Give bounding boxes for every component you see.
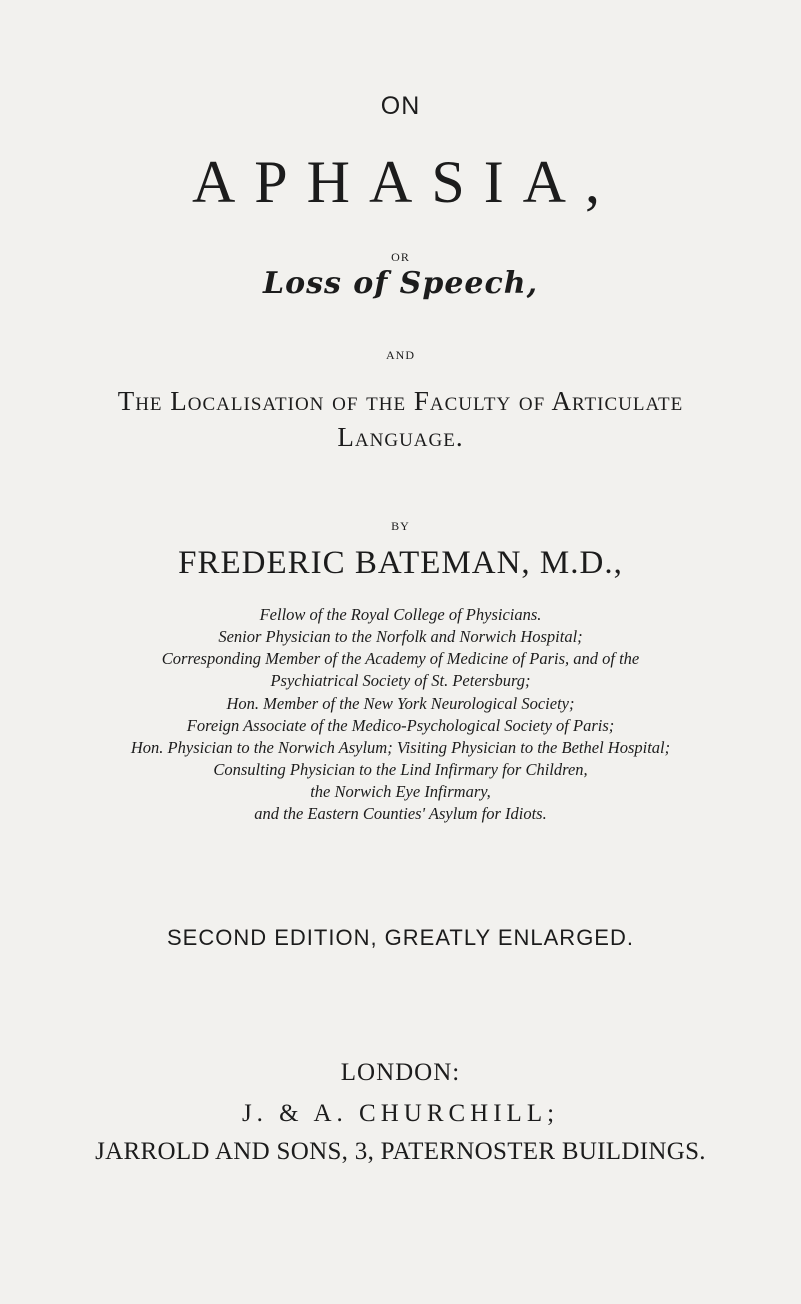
author-credential: the Norwich Eye Infirmary, [310,782,491,801]
edition-statement: SECOND EDITION, GREATLY ENLARGED. [167,925,634,950]
author-name: FREDERIC BATEMAN, M.D., [178,545,623,581]
author-credential: Senior Physician to the Norfolk and Norwich Hospital; [218,627,583,646]
by-label: BY [391,519,410,533]
publisher-line-2: JARROLD AND SONS, 3, PATERNOSTER BUILDINGS. [95,1138,706,1165]
author-credential: Foreign Associate of the Medico-Psychological Society of Paris; [186,716,615,735]
author-credential: Hon. Physician to the Norwich Asylum; Visiting Physician to the Bethel Hospital; [130,738,671,757]
publisher-line-1: J. & A. CHURCHILL; [241,1100,560,1127]
author-credential: Consulting Physician to the Lind Infirmary for Children, [213,760,588,779]
author-credential: Psychiatrical Society of St. Petersburg; [270,671,531,690]
heading-on: ON [380,92,421,120]
book-title: APHASIA, [191,149,620,215]
secondary-title-line-1: The Localisation of the Faculty of Articulate [117,386,684,416]
author-credential: Corresponding Member of the Academy of Medicine of Paris, and of the [161,649,640,668]
author-credential: and the Eastern Counties' Asylum for Idiots. [254,804,547,823]
secondary-title-line-2: Language. [337,422,464,452]
author-credential: Hon. Member of the New York Neurological Society; [226,694,575,713]
author-credential: Fellow of the Royal College of Physicians. [259,605,542,624]
book-subtitle: Loss of Speech, [262,266,539,301]
and-label: AND [386,348,415,362]
publication-place: LONDON: [340,1059,461,1086]
or-label: OR [391,250,410,264]
